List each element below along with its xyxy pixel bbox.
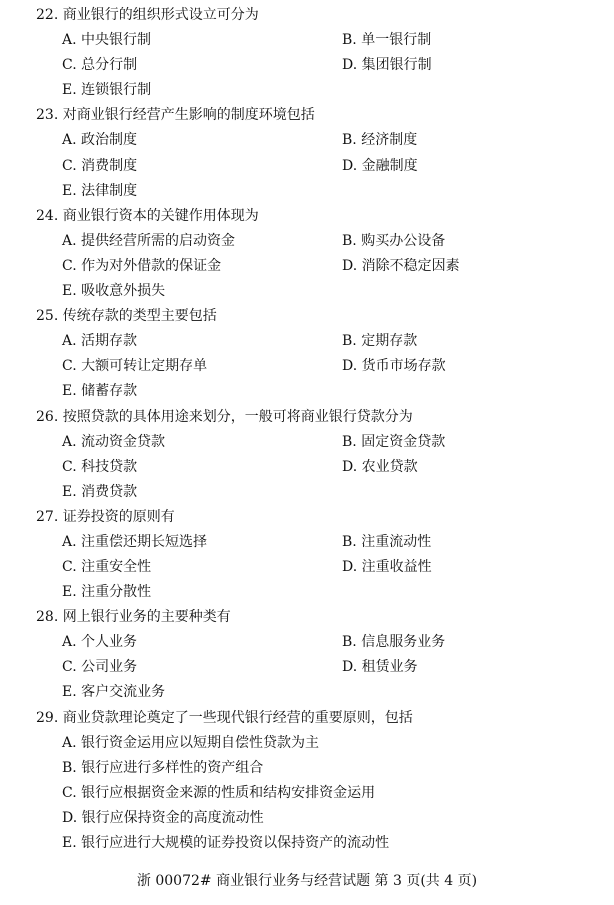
option-text: 银行资金运用应以短期自偿性贷款为主	[81, 735, 320, 751]
option-label: E.	[62, 484, 77, 500]
option-label: D.	[342, 659, 358, 675]
option-text: 注重流动性	[361, 534, 432, 550]
option-label: A.	[62, 333, 77, 349]
option-b	[342, 31, 431, 49]
option-text: 定期存款	[361, 333, 418, 349]
option-label: E.	[62, 383, 77, 399]
option-b	[62, 759, 263, 777]
option-label: B.	[342, 333, 357, 349]
question-number: 25.	[36, 308, 59, 324]
option-label: B.	[342, 132, 357, 148]
option-label: A.	[62, 434, 77, 450]
option-text: 个人业务	[81, 634, 138, 650]
option-text: 公司业务	[81, 659, 138, 675]
option-text: 信息服务业务	[361, 634, 446, 650]
option-text: 政治制度	[81, 132, 138, 148]
option-text: 消费贷款	[81, 484, 138, 500]
option-label: E.	[62, 183, 77, 199]
option-label: D.	[342, 559, 358, 575]
option-label: C.	[62, 258, 77, 274]
question-24-stem	[36, 207, 259, 225]
option-text: 货币市场存款	[361, 358, 446, 374]
option-label: D.	[62, 810, 78, 826]
option-text: 银行应保持资金的高度流动性	[81, 810, 264, 826]
option-text: 金融制度	[361, 158, 418, 174]
option-label: E.	[62, 835, 77, 851]
option-label: C.	[62, 158, 77, 174]
option-text: 作为对外借款的保证金	[81, 258, 222, 274]
question-number: 22.	[36, 7, 59, 23]
question-number: 27.	[36, 509, 59, 525]
question-number: 26.	[36, 409, 59, 425]
option-label: E.	[62, 82, 77, 98]
option-a	[62, 232, 235, 250]
question-26-stem	[36, 408, 413, 426]
option-text: 注重分散性	[81, 584, 152, 600]
option-e	[62, 182, 137, 200]
option-c	[62, 458, 137, 476]
option-label: E.	[62, 684, 77, 700]
option-a	[62, 433, 165, 451]
option-label: B.	[342, 434, 357, 450]
option-c	[62, 257, 221, 275]
option-d	[342, 157, 418, 175]
option-a	[62, 131, 137, 149]
option-b	[342, 232, 445, 250]
option-b	[342, 533, 431, 551]
option-text: 租赁业务	[361, 659, 418, 675]
option-label: C.	[62, 559, 77, 575]
option-text: 经济制度	[361, 132, 418, 148]
option-text: 购买办公设备	[361, 233, 446, 249]
option-text: 银行应进行大规模的证券投资以保持资产的流动性	[81, 835, 390, 851]
option-c	[62, 56, 137, 74]
option-d	[342, 257, 460, 275]
question-text: 按照贷款的具体用途来划分，一般可将商业银行贷款分为	[62, 409, 413, 425]
option-c	[62, 157, 137, 175]
option-text: 注重安全性	[81, 559, 152, 575]
option-text: 消除不稳定因素	[361, 258, 460, 274]
question-text: 商业银行的组织形式设立可分为	[62, 7, 259, 23]
option-text: 总分行制	[81, 57, 138, 73]
option-a	[62, 31, 151, 49]
option-e	[62, 382, 137, 400]
option-c	[62, 558, 151, 576]
option-text: 储蓄存款	[81, 383, 138, 399]
option-text: 连锁银行制	[81, 82, 152, 98]
option-label: D.	[342, 459, 358, 475]
question-22-stem	[36, 6, 259, 24]
option-text: 科技贷款	[81, 459, 138, 475]
option-text: 注重收益性	[361, 559, 432, 575]
option-label: E.	[62, 283, 77, 299]
option-b	[342, 633, 445, 651]
option-text: 吸收意外损失	[81, 283, 166, 299]
option-label: E.	[62, 584, 77, 600]
option-c	[62, 357, 207, 375]
option-text: 提供经营所需的启动资金	[81, 233, 236, 249]
option-text: 大额可转让定期存单	[81, 358, 208, 374]
option-b	[342, 433, 445, 451]
option-e	[62, 483, 137, 501]
option-label: A.	[62, 32, 77, 48]
option-text: 消费制度	[81, 158, 138, 174]
question-number: 28.	[36, 609, 59, 625]
option-label: C.	[62, 57, 77, 73]
question-text: 证券投资的原则有	[62, 509, 175, 525]
option-label: A.	[62, 534, 77, 550]
option-label: C.	[62, 785, 77, 801]
option-label: A.	[62, 132, 77, 148]
option-d	[62, 809, 264, 827]
option-text: 中央银行制	[81, 32, 152, 48]
option-text: 集团银行制	[361, 57, 432, 73]
question-text: 网上银行业务的主要种类有	[62, 609, 231, 625]
option-text: 注重偿还期长短选择	[81, 534, 208, 550]
option-e	[62, 583, 151, 601]
question-29-stem	[36, 709, 413, 727]
option-label: C.	[62, 358, 77, 374]
option-text: 流动资金贷款	[81, 434, 166, 450]
option-label: C.	[62, 659, 77, 675]
option-label: B.	[342, 634, 357, 650]
option-label: A.	[62, 233, 77, 249]
option-text: 单一银行制	[361, 32, 432, 48]
option-e	[62, 834, 389, 852]
option-text: 银行应进行多样性的资产组合	[81, 760, 264, 776]
option-label: B.	[62, 760, 77, 776]
option-text: 客户交流业务	[81, 684, 166, 700]
option-c	[62, 658, 137, 676]
option-a	[62, 533, 207, 551]
option-b	[342, 131, 417, 149]
option-a	[62, 734, 319, 752]
question-number: 23.	[36, 107, 59, 123]
option-e	[62, 683, 165, 701]
option-text: 固定资金贷款	[361, 434, 446, 450]
option-label: D.	[342, 158, 358, 174]
option-label: A.	[62, 735, 77, 751]
option-b	[342, 332, 417, 350]
option-c	[62, 784, 375, 802]
question-text: 对商业银行经营产生影响的制度环境包括	[62, 107, 315, 123]
option-text: 活期存款	[81, 333, 138, 349]
option-d	[342, 458, 418, 476]
option-label: C.	[62, 459, 77, 475]
question-28-stem	[36, 608, 231, 626]
option-e	[62, 81, 151, 99]
option-text: 法律制度	[81, 183, 138, 199]
question-number: 24.	[36, 208, 59, 224]
option-d	[342, 658, 418, 676]
question-25-stem	[36, 307, 217, 325]
option-a	[62, 332, 137, 350]
option-label: D.	[342, 358, 358, 374]
option-e	[62, 282, 165, 300]
question-27-stem	[36, 508, 175, 526]
question-23-stem	[36, 106, 315, 124]
option-a	[62, 633, 137, 651]
question-text: 传统存款的类型主要包括	[62, 308, 217, 324]
option-label: A.	[62, 634, 77, 650]
question-number: 29.	[36, 710, 59, 726]
option-label: D.	[342, 57, 358, 73]
option-label: B.	[342, 534, 357, 550]
page-footer: 浙 00072# 商业银行业务与经营试题 第 3 页(共 4 页)	[136, 873, 478, 889]
option-d	[342, 357, 446, 375]
option-d	[342, 558, 432, 576]
question-text: 商业贷款理论奠定了一些现代银行经营的重要原则，包括	[62, 710, 413, 726]
option-label: B.	[342, 233, 357, 249]
option-d	[342, 56, 432, 74]
option-text: 农业贷款	[361, 459, 418, 475]
option-label: D.	[342, 258, 358, 274]
option-text: 银行应根据资金来源的性质和结构安排资金运用	[81, 785, 376, 801]
question-text: 商业银行资本的关键作用体现为	[62, 208, 259, 224]
option-label: B.	[342, 32, 357, 48]
